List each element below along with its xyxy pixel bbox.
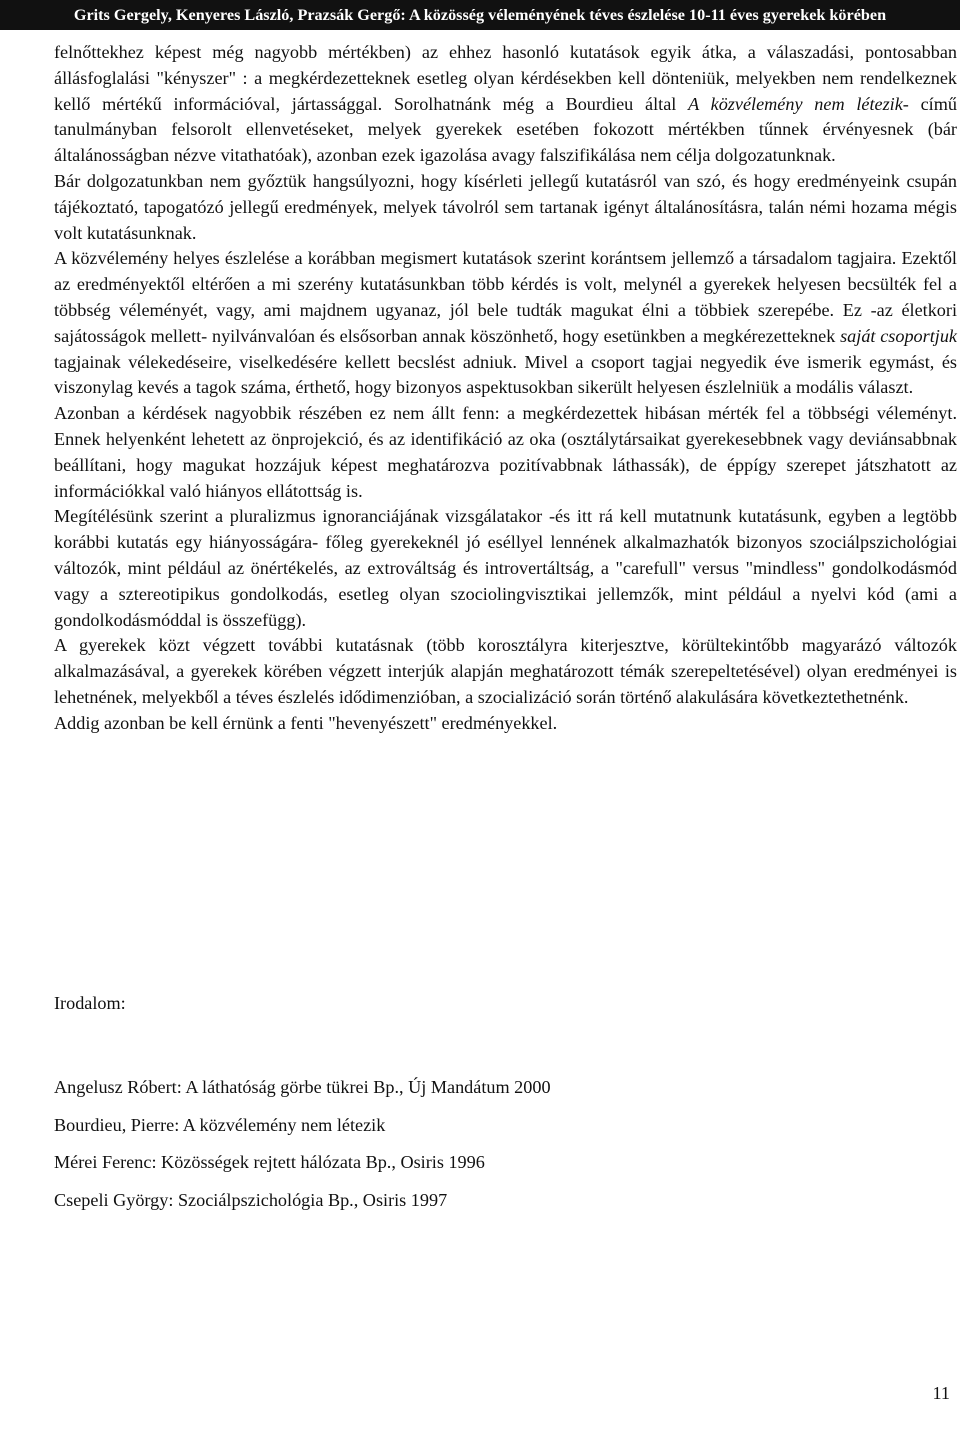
paragraph-6: A gyerekek közt végzett további kutatásnak (több korosztályra kiterjesztve, körültekintőbb magyarázó változók alkalmazásával, a gyerekek körében végzett interjúk alapján meghatározott témák szerepeltetésével) olyan eredményei is lehetnének, melyekből a téves észlelés idődimenzióban, a szocializáció során történő alakulására következtethetnénk. xyxy=(54,635,957,707)
running-header xyxy=(0,0,960,30)
paragraph-2: Bár dolgozatunkban nem győztük hangsúlyozni, hogy kísérleti jellegű kutatásról van szó, és hogy eredményeink csupán tájékoztató, tapogatózó jellegű eredmények, melyek távolról sem tartanak igényt általánosításra, talán némi hozama mégis volt kutatásunknak. xyxy=(54,170,957,243)
running-header-title: Grits Gergely, Kenyeres László, Prazsák Gergő: A közösség véleményének téves észlelése 10-11 éves gyerekek körében xyxy=(73,6,887,24)
paragraph-7: Addig azonban be kell érnünk a fenti "hevenyészett" eredményekkel. xyxy=(54,712,558,733)
paragraph-4: Azonban a kérdések nagyobbik részében ez nem állt fenn: a megkérdezettek hibásan mérték fel a többségi véleményt. Ennek helyenként lehetett az önprojekció, és az identifikáció az oka (osztálytársaikat gyerekesebbnek vagy deviánsabbnak beállítani, hogy magukat hozzájuk képest meghatározva pozitívabbnak láthassák), de éppígy szerepet játszhatott az információkkal való hiányos ellátottság is. xyxy=(54,403,957,501)
paragraph-1-text-end: - című tanulmányban felsorolt ellenvetéseket, melyek gyerekek esetében fokozott mértékben tűnnek érvényesnek (bár általánosságban nézve vitathatóak), azonban ezek igazolása avagy falszifikálása nem célja dolgozatunknak. xyxy=(54,93,957,166)
paragraph-3 xyxy=(54,246,957,401)
paragraph-3-text-start: A közvélemény helyes észlelése a korábban megismert kutatások szerint korántsem jellemző a társadalom tagjaira. Ezektől az eredményektől eltérően a mi szerény kutatásunkban több kérdés is volt, melynél a gyerekek helyesen becsülték fel a többség véleményét, vagy, ami majdnem ugyanaz, jól bele tudták magukat élni a többiek szerepébe. Ez -az életkori sajátosságok mellett- nyilvánvalóan és elsősorban annak köszönhető, hogy esetünkben a megkérezetteknek xyxy=(54,248,957,346)
paragraph-3-text-end: tagjainak vélekedéseire, viselkedésére kellett becslést adniuk. Mivel a csoport tagjai negyedik éve ismerik egymást, és viszonylag kevés a tagok száma, érthető, hogy bizonyos aspektusokban sikerült helyesen észlelniük a modális választ. xyxy=(54,351,957,398)
references-heading: Irodalom: xyxy=(54,993,126,1013)
body-text xyxy=(54,40,957,737)
paragraph-5: Megítélésünk szerint a pluralizmus ignoranciájának vizsgálatakor -és itt rá kell mutatnunk kutatásunk, egyben a legtöbb korábbi kutatás egy hiányosságára- főleg gyerekeknél jó eséllyel lennének alkalmazhatók bizonyos szociálpszichológiai változók, mint például az önértékelés, az extrováltság és introvertáltság, a "carefull" versus "mindless" gondolkodásmód vagy a sztereotipikus gondolkodás, esetleg olyan szociolingvisztikai jellemzők, mint például a nyelvi kód (ami a gondolkodásmóddal is összefügg). xyxy=(54,506,957,630)
reference-item: Bourdieu, Pierre: A közvélemény nem létezik xyxy=(54,1114,386,1135)
cited-work-title: A közvélemény nem létezik xyxy=(688,93,903,114)
reference-item: Mérei Ferenc: Közösségek rejtett hálózata Bp., Osiris 1996 xyxy=(54,1152,485,1173)
emphasized-phrase: saját csoportjuk xyxy=(840,325,957,346)
paragraph-1-text-start: felnőttekhez képest még nagyobb mértékben) az ehhez hasonló kutatások egyik átka, a válaszadási, pontosabban állásfoglalási "kényszer" : a megkérdezetteknek esetleg olyan kérdésekben kell dönteniük, melyekben nem rendelkeznek kellő mértékű információval, jártassággal. Sorolhatnánk még a Bourdieu által xyxy=(54,42,957,114)
paragraph-1 xyxy=(54,40,957,169)
page-number: 11 xyxy=(932,1383,950,1403)
reference-item: Csepeli György: Szociálpszichológia Bp., Osiris 1997 xyxy=(54,1189,448,1210)
reference-item: Angelusz Róbert: A láthatóság görbe tükrei Bp., Új Mandátum 2000 xyxy=(54,1077,551,1097)
references-section xyxy=(54,990,914,1224)
